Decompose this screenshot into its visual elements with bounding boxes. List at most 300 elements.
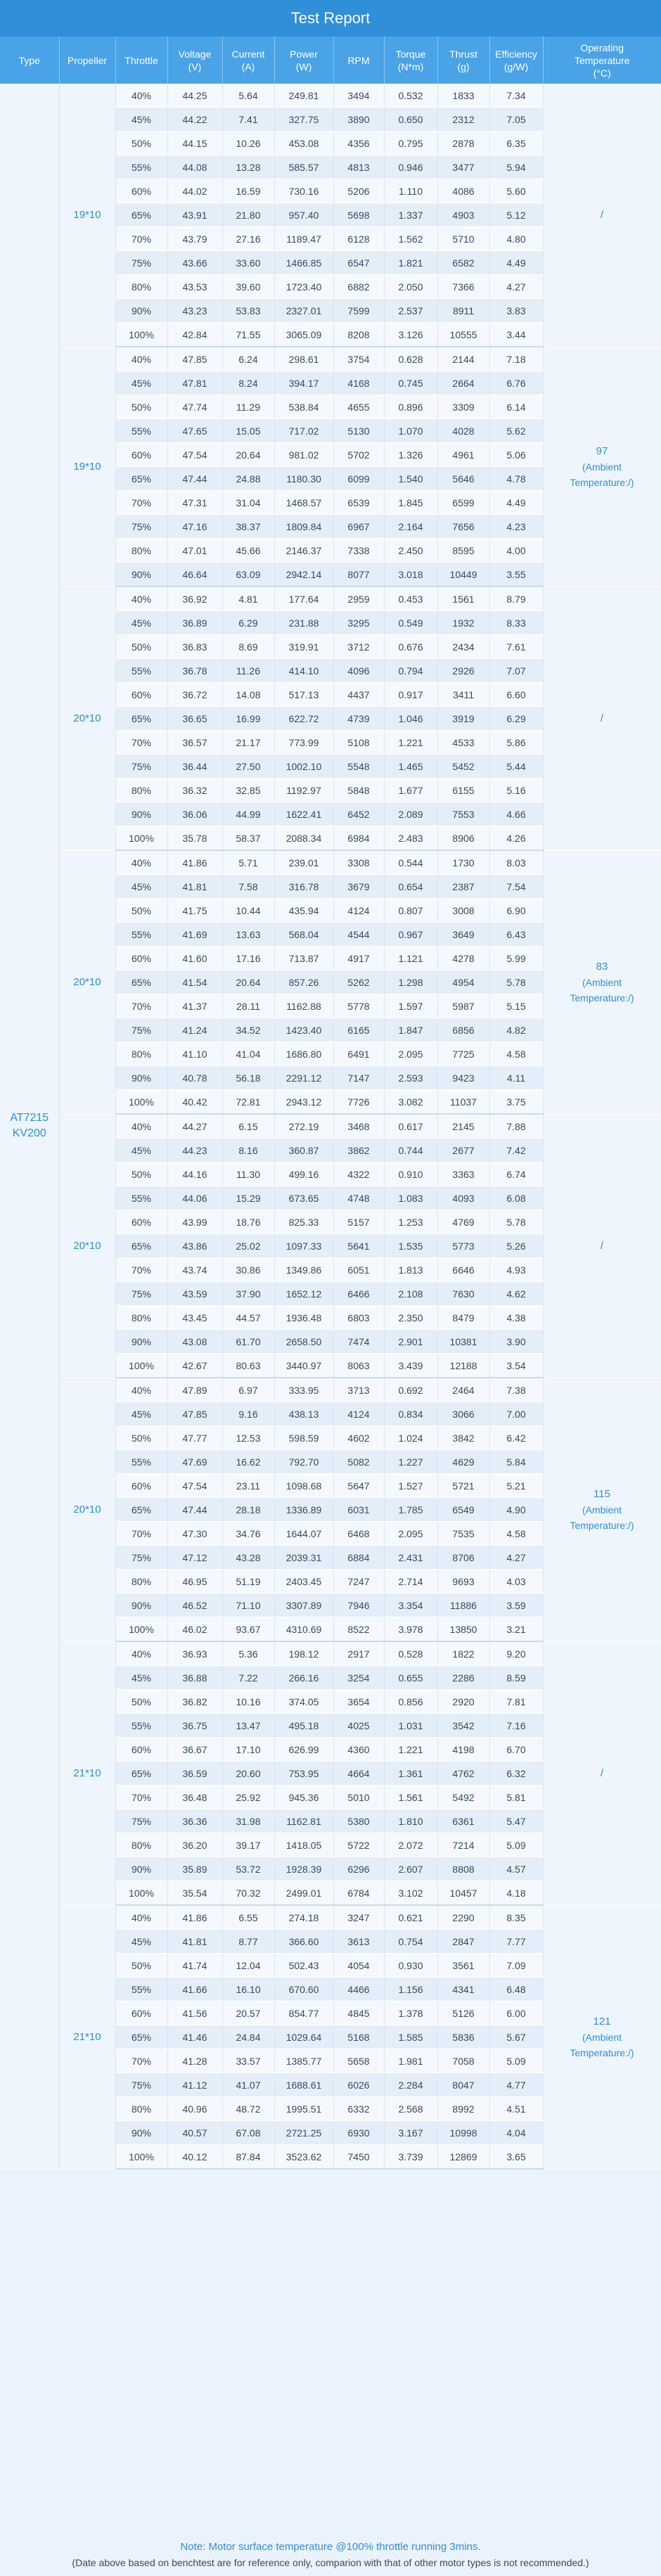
power-cell: 366.60 xyxy=(274,1930,333,1954)
thrust-cell: 3411 xyxy=(437,683,489,707)
thrust-cell: 11037 xyxy=(437,1090,489,1115)
power-cell: 1192.97 xyxy=(274,778,333,802)
rpm-cell: 6296 xyxy=(333,1857,384,1881)
power-cell: 1029.64 xyxy=(274,2025,333,2049)
thrust-cell: 2286 xyxy=(437,1666,489,1690)
voltage-cell: 36.57 xyxy=(167,731,222,755)
throttle-cell: 70% xyxy=(115,1258,167,1282)
current-cell: 11.30 xyxy=(222,1162,274,1186)
thrust-cell: 2144 xyxy=(437,347,489,371)
torque-cell: 2.095 xyxy=(384,1042,437,1066)
torque-cell: 3.018 xyxy=(384,563,437,587)
thrust-cell: 4954 xyxy=(437,970,489,994)
rpm-cell: 7147 xyxy=(333,1066,384,1090)
rpm-cell: 8208 xyxy=(333,323,384,347)
power-cell: 3065.09 xyxy=(274,323,333,347)
current-cell: 13.28 xyxy=(222,155,274,179)
torque-cell: 0.617 xyxy=(384,1114,437,1139)
power-cell: 266.16 xyxy=(274,1666,333,1690)
rpm-cell: 4168 xyxy=(333,371,384,395)
current-cell: 27.50 xyxy=(222,755,274,778)
throttle-cell: 55% xyxy=(115,155,167,179)
current-cell: 5.71 xyxy=(222,850,274,875)
current-cell: 61.70 xyxy=(222,1330,274,1354)
temperature-value: / xyxy=(600,1767,604,1779)
torque-cell: 3.978 xyxy=(384,1617,437,1642)
torque-cell: 0.549 xyxy=(384,611,437,635)
rpm-cell: 7474 xyxy=(333,1330,384,1354)
torque-cell: 2.714 xyxy=(384,1570,437,1594)
throttle-cell: 65% xyxy=(115,2025,167,2049)
rpm-cell: 4096 xyxy=(333,659,384,683)
current-cell: 9.16 xyxy=(222,1402,274,1426)
results-table xyxy=(0,37,661,2170)
torque-cell: 1.845 xyxy=(384,491,437,515)
thrust-cell: 3477 xyxy=(437,155,489,179)
rpm-cell: 3754 xyxy=(333,347,384,371)
column-header-propeller: Propeller xyxy=(59,37,115,84)
throttle-cell: 65% xyxy=(115,970,167,994)
thrust-cell: 4341 xyxy=(437,1978,489,2001)
ambient-temperature-note: (Ambient Temperature:/) xyxy=(570,461,634,488)
voltage-cell: 44.23 xyxy=(167,1139,222,1162)
rpm-cell: 5157 xyxy=(333,1210,384,1234)
voltage-cell: 47.65 xyxy=(167,419,222,443)
torque-cell: 0.946 xyxy=(384,155,437,179)
throttle-cell: 70% xyxy=(115,731,167,755)
power-cell: 670.60 xyxy=(274,1978,333,2001)
rpm-cell: 3654 xyxy=(333,1690,384,1714)
thrust-cell: 8911 xyxy=(437,299,489,323)
efficiency-cell: 4.27 xyxy=(489,275,543,299)
power-cell: 2499.01 xyxy=(274,1881,333,1906)
throttle-cell: 50% xyxy=(115,635,167,659)
rpm-cell: 6539 xyxy=(333,491,384,515)
voltage-cell: 47.30 xyxy=(167,1522,222,1546)
torque-cell: 2.350 xyxy=(384,1306,437,1330)
current-cell: 53.72 xyxy=(222,1857,274,1881)
current-cell: 6.29 xyxy=(222,611,274,635)
current-cell: 16.59 xyxy=(222,179,274,203)
current-cell: 6.55 xyxy=(222,1905,274,1930)
efficiency-cell: 8.03 xyxy=(489,850,543,875)
power-cell: 327.75 xyxy=(274,108,333,132)
voltage-cell: 44.08 xyxy=(167,155,222,179)
rpm-cell: 5641 xyxy=(333,1234,384,1258)
voltage-cell: 40.96 xyxy=(167,2097,222,2121)
rpm-cell: 7726 xyxy=(333,1090,384,1115)
current-cell: 28.18 xyxy=(222,1498,274,1522)
torque-cell: 1.813 xyxy=(384,1258,437,1282)
current-cell: 6.97 xyxy=(222,1378,274,1402)
power-cell: 568.04 xyxy=(274,923,333,947)
throttle-cell: 45% xyxy=(115,875,167,899)
thrust-cell: 8808 xyxy=(437,1857,489,1881)
efficiency-cell: 5.12 xyxy=(489,203,543,227)
voltage-cell: 41.86 xyxy=(167,850,222,875)
current-cell: 39.17 xyxy=(222,1833,274,1857)
torque-cell: 1.981 xyxy=(384,2049,437,2073)
thrust-cell: 10457 xyxy=(437,1881,489,1906)
voltage-cell: 36.75 xyxy=(167,1714,222,1738)
efficiency-cell: 4.49 xyxy=(489,491,543,515)
rpm-cell: 3254 xyxy=(333,1666,384,1690)
efficiency-cell: 6.60 xyxy=(489,683,543,707)
thrust-cell: 4028 xyxy=(437,419,489,443)
thrust-cell: 6155 xyxy=(437,778,489,802)
power-cell: 2039.31 xyxy=(274,1546,333,1570)
power-cell: 957.40 xyxy=(274,203,333,227)
motor-type-cell: AT7215 KV200 xyxy=(0,84,59,2169)
current-cell: 20.64 xyxy=(222,970,274,994)
voltage-cell: 47.54 xyxy=(167,1474,222,1498)
power-cell: 1189.47 xyxy=(274,227,333,251)
torque-cell: 0.807 xyxy=(384,899,437,923)
voltage-cell: 47.69 xyxy=(167,1450,222,1474)
thrust-cell: 3649 xyxy=(437,923,489,947)
torque-cell: 0.754 xyxy=(384,1930,437,1954)
thrust-cell: 5452 xyxy=(437,755,489,778)
current-cell: 11.29 xyxy=(222,395,274,419)
power-cell: 626.99 xyxy=(274,1738,333,1762)
efficiency-cell: 3.44 xyxy=(489,323,543,347)
thrust-cell: 10555 xyxy=(437,323,489,347)
voltage-cell: 41.81 xyxy=(167,1930,222,1954)
voltage-cell: 43.08 xyxy=(167,1330,222,1354)
rpm-cell: 5168 xyxy=(333,2025,384,2049)
power-cell: 538.84 xyxy=(274,395,333,419)
thrust-cell: 3842 xyxy=(437,1426,489,1450)
torque-cell: 2.483 xyxy=(384,826,437,851)
column-header-thrust: Thrust (g) xyxy=(437,37,489,84)
throttle-cell: 55% xyxy=(115,659,167,683)
torque-cell: 3.739 xyxy=(384,2145,437,2170)
column-header-torque: Torque (N*m) xyxy=(384,37,437,84)
current-cell: 24.84 xyxy=(222,2025,274,2049)
rpm-cell: 6882 xyxy=(333,275,384,299)
voltage-cell: 46.02 xyxy=(167,1617,222,1642)
voltage-cell: 41.28 xyxy=(167,2049,222,2073)
throttle-cell: 80% xyxy=(115,275,167,299)
thrust-cell: 3008 xyxy=(437,899,489,923)
column-header-throttle: Throttle xyxy=(115,37,167,84)
current-cell: 34.52 xyxy=(222,1018,274,1042)
propeller-cell: 19*10 xyxy=(59,347,115,587)
rpm-cell: 5647 xyxy=(333,1474,384,1498)
torque-cell: 2.450 xyxy=(384,539,437,563)
throttle-cell: 50% xyxy=(115,1690,167,1714)
torque-cell: 1.535 xyxy=(384,1234,437,1258)
current-cell: 34.76 xyxy=(222,1522,274,1546)
throttle-cell: 70% xyxy=(115,491,167,515)
current-cell: 15.05 xyxy=(222,419,274,443)
ambient-temperature-note: (Ambient Temperature:/) xyxy=(570,2031,634,2058)
voltage-cell: 47.81 xyxy=(167,371,222,395)
torque-cell: 0.676 xyxy=(384,635,437,659)
power-cell: 730.16 xyxy=(274,179,333,203)
thrust-cell: 4278 xyxy=(437,947,489,970)
throttle-cell: 45% xyxy=(115,1930,167,1954)
power-cell: 499.16 xyxy=(274,1162,333,1186)
current-cell: 17.16 xyxy=(222,947,274,970)
throttle-cell: 90% xyxy=(115,1330,167,1354)
current-cell: 48.72 xyxy=(222,2097,274,2121)
thrust-cell: 3363 xyxy=(437,1162,489,1186)
current-cell: 10.16 xyxy=(222,1690,274,1714)
efficiency-cell: 5.62 xyxy=(489,419,543,443)
efficiency-cell: 5.16 xyxy=(489,778,543,802)
thrust-cell: 8479 xyxy=(437,1306,489,1330)
power-cell: 713.87 xyxy=(274,947,333,970)
rpm-cell: 6026 xyxy=(333,2073,384,2097)
ambient-temperature-note: (Ambient Temperature:/) xyxy=(570,976,634,1004)
thrust-cell: 4961 xyxy=(437,443,489,467)
thrust-cell: 7553 xyxy=(437,802,489,826)
current-cell: 39.60 xyxy=(222,275,274,299)
temperature-value: 83 xyxy=(596,960,608,973)
voltage-cell: 40.78 xyxy=(167,1066,222,1090)
torque-cell: 0.528 xyxy=(384,1641,437,1666)
power-cell: 981.02 xyxy=(274,443,333,467)
throttle-cell: 40% xyxy=(115,850,167,875)
voltage-cell: 36.88 xyxy=(167,1666,222,1690)
efficiency-cell: 4.80 xyxy=(489,227,543,251)
torque-cell: 1.227 xyxy=(384,1450,437,1474)
throttle-cell: 45% xyxy=(115,1139,167,1162)
current-cell: 25.92 xyxy=(222,1786,274,1809)
thrust-cell: 7630 xyxy=(437,1282,489,1306)
torque-cell: 2.431 xyxy=(384,1546,437,1570)
efficiency-cell: 8.35 xyxy=(489,1905,543,1930)
torque-cell: 1.031 xyxy=(384,1714,437,1738)
rpm-cell: 5698 xyxy=(333,203,384,227)
voltage-cell: 36.78 xyxy=(167,659,222,683)
rpm-cell: 4664 xyxy=(333,1762,384,1786)
power-cell: 298.61 xyxy=(274,347,333,371)
voltage-cell: 47.85 xyxy=(167,1402,222,1426)
rpm-cell: 3862 xyxy=(333,1139,384,1162)
thrust-cell: 2290 xyxy=(437,1905,489,1930)
thrust-cell: 2664 xyxy=(437,371,489,395)
power-cell: 1385.77 xyxy=(274,2049,333,2073)
torque-cell: 0.910 xyxy=(384,1162,437,1186)
rpm-cell: 4124 xyxy=(333,899,384,923)
efficiency-cell: 4.23 xyxy=(489,515,543,539)
voltage-cell: 41.24 xyxy=(167,1018,222,1042)
rpm-cell: 5778 xyxy=(333,994,384,1018)
current-cell: 41.04 xyxy=(222,1042,274,1066)
power-cell: 622.72 xyxy=(274,707,333,731)
throttle-cell: 100% xyxy=(115,1354,167,1378)
power-cell: 249.81 xyxy=(274,84,333,108)
voltage-cell: 43.59 xyxy=(167,1282,222,1306)
power-cell: 2943.12 xyxy=(274,1090,333,1115)
rpm-cell: 4917 xyxy=(333,947,384,970)
thrust-cell: 7214 xyxy=(437,1833,489,1857)
rpm-cell: 5262 xyxy=(333,970,384,994)
current-cell: 33.60 xyxy=(222,251,274,275)
rpm-cell: 4845 xyxy=(333,2001,384,2025)
throttle-cell: 60% xyxy=(115,683,167,707)
voltage-cell: 36.93 xyxy=(167,1641,222,1666)
current-cell: 10.26 xyxy=(222,132,274,155)
current-cell: 11.26 xyxy=(222,659,274,683)
thrust-cell: 2926 xyxy=(437,659,489,683)
efficiency-cell: 5.99 xyxy=(489,947,543,970)
throttle-cell: 75% xyxy=(115,755,167,778)
torque-cell: 0.744 xyxy=(384,1139,437,1162)
efficiency-cell: 4.58 xyxy=(489,1522,543,1546)
torque-cell: 1.070 xyxy=(384,419,437,443)
table-row xyxy=(0,347,661,371)
current-cell: 56.18 xyxy=(222,1066,274,1090)
torque-cell: 3.439 xyxy=(384,1354,437,1378)
efficiency-cell: 6.76 xyxy=(489,371,543,395)
thrust-cell: 6646 xyxy=(437,1258,489,1282)
power-cell: 333.95 xyxy=(274,1378,333,1402)
rpm-cell: 5082 xyxy=(333,1450,384,1474)
rpm-cell: 6332 xyxy=(333,2097,384,2121)
voltage-cell: 41.81 xyxy=(167,875,222,899)
efficiency-cell: 6.35 xyxy=(489,132,543,155)
power-cell: 1180.30 xyxy=(274,467,333,491)
rpm-cell: 4360 xyxy=(333,1738,384,1762)
voltage-cell: 36.65 xyxy=(167,707,222,731)
throttle-cell: 40% xyxy=(115,1114,167,1139)
voltage-cell: 43.86 xyxy=(167,1234,222,1258)
efficiency-cell: 8.33 xyxy=(489,611,543,635)
throttle-cell: 90% xyxy=(115,1594,167,1617)
current-cell: 17.10 xyxy=(222,1738,274,1762)
throttle-cell: 75% xyxy=(115,2073,167,2097)
efficiency-cell: 3.90 xyxy=(489,1330,543,1354)
rpm-cell: 3713 xyxy=(333,1378,384,1402)
thrust-cell: 3919 xyxy=(437,707,489,731)
throttle-cell: 60% xyxy=(115,443,167,467)
torque-cell: 0.930 xyxy=(384,1954,437,1978)
thrust-cell: 12188 xyxy=(437,1354,489,1378)
torque-cell: 2.164 xyxy=(384,515,437,539)
rpm-cell: 7247 xyxy=(333,1570,384,1594)
power-cell: 854.77 xyxy=(274,2001,333,2025)
table-row xyxy=(0,1114,661,1139)
torque-cell: 1.677 xyxy=(384,778,437,802)
thrust-cell: 2878 xyxy=(437,132,489,155)
efficiency-cell: 5.26 xyxy=(489,1234,543,1258)
throttle-cell: 50% xyxy=(115,1954,167,1978)
power-cell: 2658.50 xyxy=(274,1330,333,1354)
rpm-cell: 4124 xyxy=(333,1402,384,1426)
efficiency-cell: 7.18 xyxy=(489,347,543,371)
efficiency-cell: 7.38 xyxy=(489,1378,543,1402)
voltage-cell: 40.12 xyxy=(167,2145,222,2170)
torque-cell: 1.561 xyxy=(384,1786,437,1809)
rpm-cell: 8063 xyxy=(333,1354,384,1378)
throttle-cell: 40% xyxy=(115,1378,167,1402)
efficiency-cell: 5.15 xyxy=(489,994,543,1018)
throttle-cell: 40% xyxy=(115,1641,167,1666)
current-cell: 6.24 xyxy=(222,347,274,371)
efficiency-cell: 6.29 xyxy=(489,707,543,731)
efficiency-cell: 7.81 xyxy=(489,1690,543,1714)
thrust-cell: 4198 xyxy=(437,1738,489,1762)
column-header-voltage: Voltage (V) xyxy=(167,37,222,84)
efficiency-cell: 3.21 xyxy=(489,1617,543,1642)
rpm-cell: 6984 xyxy=(333,826,384,851)
table-header xyxy=(0,37,661,84)
efficiency-cell: 4.11 xyxy=(489,1066,543,1090)
thrust-cell: 1822 xyxy=(437,1641,489,1666)
thrust-cell: 9693 xyxy=(437,1570,489,1594)
power-cell: 2291.12 xyxy=(274,1066,333,1090)
power-cell: 2403.45 xyxy=(274,1570,333,1594)
power-cell: 4310.69 xyxy=(274,1617,333,1642)
torque-cell: 0.453 xyxy=(384,587,437,611)
current-cell: 16.10 xyxy=(222,1978,274,2001)
torque-cell: 3.167 xyxy=(384,2121,437,2145)
throttle-cell: 50% xyxy=(115,132,167,155)
throttle-cell: 75% xyxy=(115,1809,167,1833)
ambient-temperature-note: (Ambient Temperature:/) xyxy=(570,1504,634,1531)
current-cell: 16.99 xyxy=(222,707,274,731)
throttle-cell: 55% xyxy=(115,923,167,947)
voltage-cell: 46.64 xyxy=(167,563,222,587)
voltage-cell: 36.83 xyxy=(167,635,222,659)
rpm-cell: 6128 xyxy=(333,227,384,251)
report-footer xyxy=(0,2534,661,2576)
rpm-cell: 4322 xyxy=(333,1162,384,1186)
throttle-cell: 90% xyxy=(115,299,167,323)
rpm-cell: 6099 xyxy=(333,467,384,491)
torque-cell: 2.095 xyxy=(384,1522,437,1546)
rpm-cell: 4054 xyxy=(333,1954,384,1978)
torque-cell: 0.654 xyxy=(384,875,437,899)
rpm-cell: 3712 xyxy=(333,635,384,659)
torque-cell: 2.901 xyxy=(384,1330,437,1354)
rpm-cell: 5848 xyxy=(333,778,384,802)
thrust-cell: 4762 xyxy=(437,1762,489,1786)
current-cell: 12.04 xyxy=(222,1954,274,1978)
rpm-cell: 4655 xyxy=(333,395,384,419)
throttle-cell: 80% xyxy=(115,1570,167,1594)
propeller-cell: 19*10 xyxy=(59,84,115,347)
efficiency-cell: 7.77 xyxy=(489,1930,543,1954)
efficiency-cell: 5.78 xyxy=(489,1210,543,1234)
voltage-cell: 35.54 xyxy=(167,1881,222,1906)
torque-cell: 1.221 xyxy=(384,731,437,755)
throttle-cell: 40% xyxy=(115,1905,167,1930)
torque-cell: 0.628 xyxy=(384,347,437,371)
current-cell: 45.66 xyxy=(222,539,274,563)
throttle-cell: 80% xyxy=(115,1306,167,1330)
efficiency-cell: 5.86 xyxy=(489,731,543,755)
current-cell: 6.15 xyxy=(222,1114,274,1139)
torque-cell: 1.156 xyxy=(384,1978,437,2001)
efficiency-cell: 6.42 xyxy=(489,1426,543,1450)
current-cell: 12.53 xyxy=(222,1426,274,1450)
thrust-cell: 1833 xyxy=(437,84,489,108)
thrust-cell: 4629 xyxy=(437,1450,489,1474)
current-cell: 87.84 xyxy=(222,2145,274,2170)
torque-cell: 0.917 xyxy=(384,683,437,707)
rpm-cell: 3247 xyxy=(333,1905,384,1930)
power-cell: 414.10 xyxy=(274,659,333,683)
voltage-cell: 41.12 xyxy=(167,2073,222,2097)
rpm-cell: 4466 xyxy=(333,1978,384,2001)
voltage-cell: 42.84 xyxy=(167,323,222,347)
efficiency-cell: 5.94 xyxy=(489,155,543,179)
thrust-cell: 7656 xyxy=(437,515,489,539)
